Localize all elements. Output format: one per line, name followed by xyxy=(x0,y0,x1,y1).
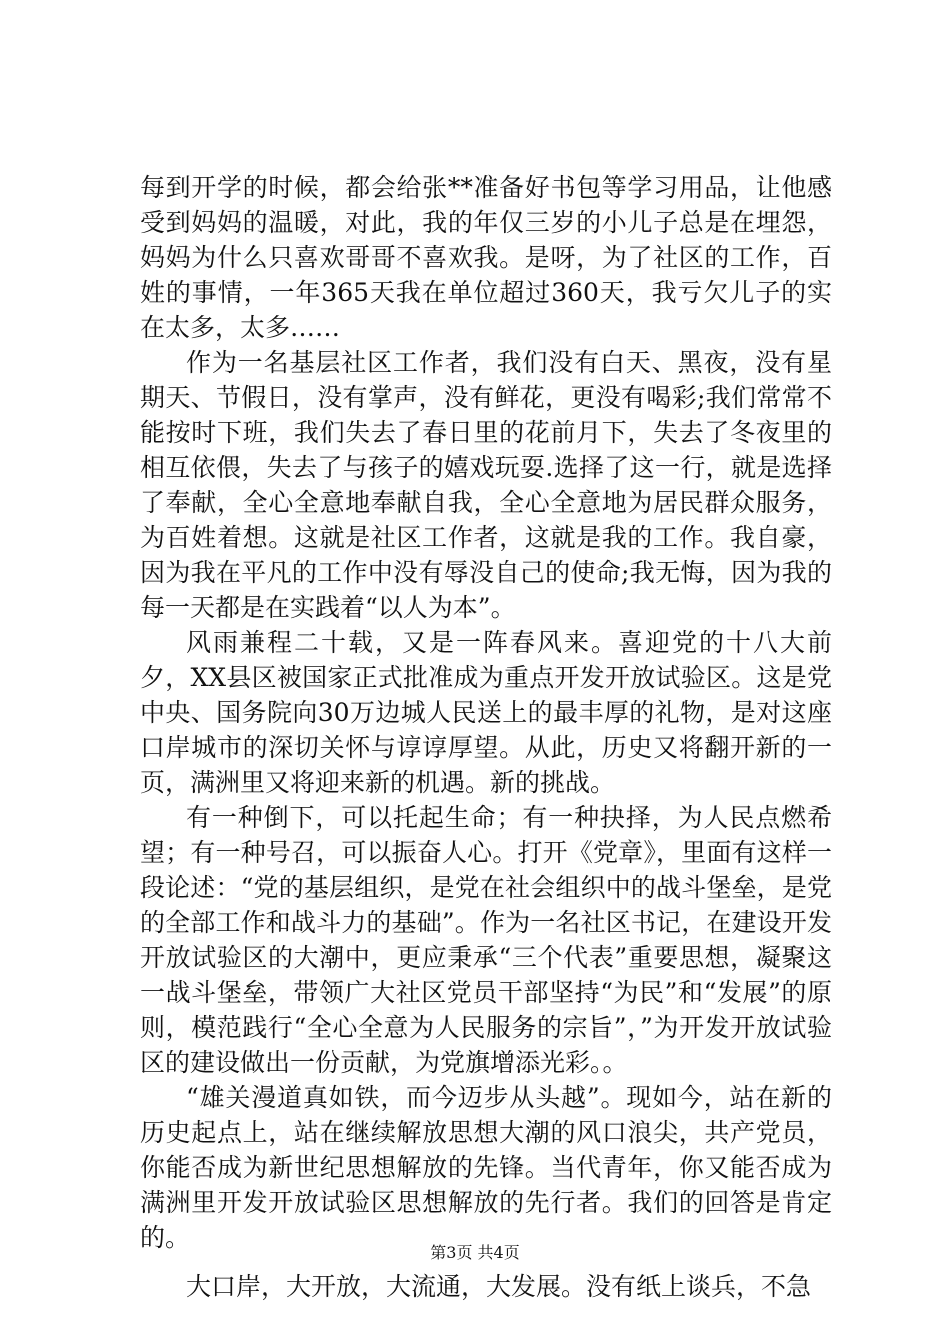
paragraph-5: “雄关漫道真如铁，而今迈步从头越”。现如今，站在新的历史起点上，站在继续解放思想大潮的风口浪尖，共产党员，你能否成为新世纪思想解放的先锋。当代青年，你又能否成为满洲里开发开放试验区思想解放的先行者。我们的回答是肯定的。 xyxy=(140,1083,832,1252)
paragraph-3: 风雨兼程二十载，又是一阵春风来。喜迎党的十八大前夕，XX县区被国家正式批准成为重点开发开放试验区。这是党中央、国务院向30万边城人民送上的最丰厚的礼物，是对这座口岸城市的深切关怀与谆谆厚望。从此，历史又将翻开新的一页，满洲里又将迎来新的机遇。新的挑战。 xyxy=(140,628,832,797)
paragraph-1: 每到开学的时候，都会给张**准备好书包等学习用品，让他感受到妈妈的温暖，对此，我的年仅三岁的小儿子总是在埋怨，妈妈为什么只喜欢哥哥不喜欢我。是呀，为了社区的工作，百姓的事情，一年365天我在单位超过360天，我亏欠儿子的实在太多，太多…… xyxy=(140,173,832,342)
document-body xyxy=(140,170,832,1304)
paragraph-4: 有一种倒下，可以托起生命；有一种抉择，为人民点燃希望；有一种号召，可以振奋人心。打开《党章》，里面有这样一段论述：“党的基层组织，是党在社会组织中的战斗堡垒，是党的全部工作和战斗力的基础”。作为一名社区书记，在建设开发开放试验区的大潮中，更应秉承“三个代表”重要思想，凝聚这一战斗堡垒，带领广大社区党员干部坚持“为民”和“发展”的原则，模范践行“全心全意为人民服务的宗旨”，”为开发开放试验区的建设做出一份贡献，为党旗增添光彩。。 xyxy=(140,803,832,1077)
paragraph-6: 大口岸，大开放，大流通，大发展。没有纸上谈兵，不急 xyxy=(186,1272,812,1301)
page-number-footer: 第3页 共4页 xyxy=(430,1243,520,1262)
paragraph-2: 作为一名基层社区工作者，我们没有白天、黑夜，没有星期天、节假日，没有掌声，没有鲜花，更没有喝彩;我们常常不能按时下班，我们失去了春日里的花前月下，失去了冬夜里的相互依偎，失去了与孩子的嬉戏玩耍.选择了这一行，就是选择了奉献，全心全意地奉献自我，全心全意地为居民群众服务，为百姓着想。这就是社区工作者，这就是我的工作。我自豪，因为我在平凡的工作中没有辱没自己的使命;我无悔，因为我的每一天都是在实践着“以人为本”。 xyxy=(140,348,832,622)
